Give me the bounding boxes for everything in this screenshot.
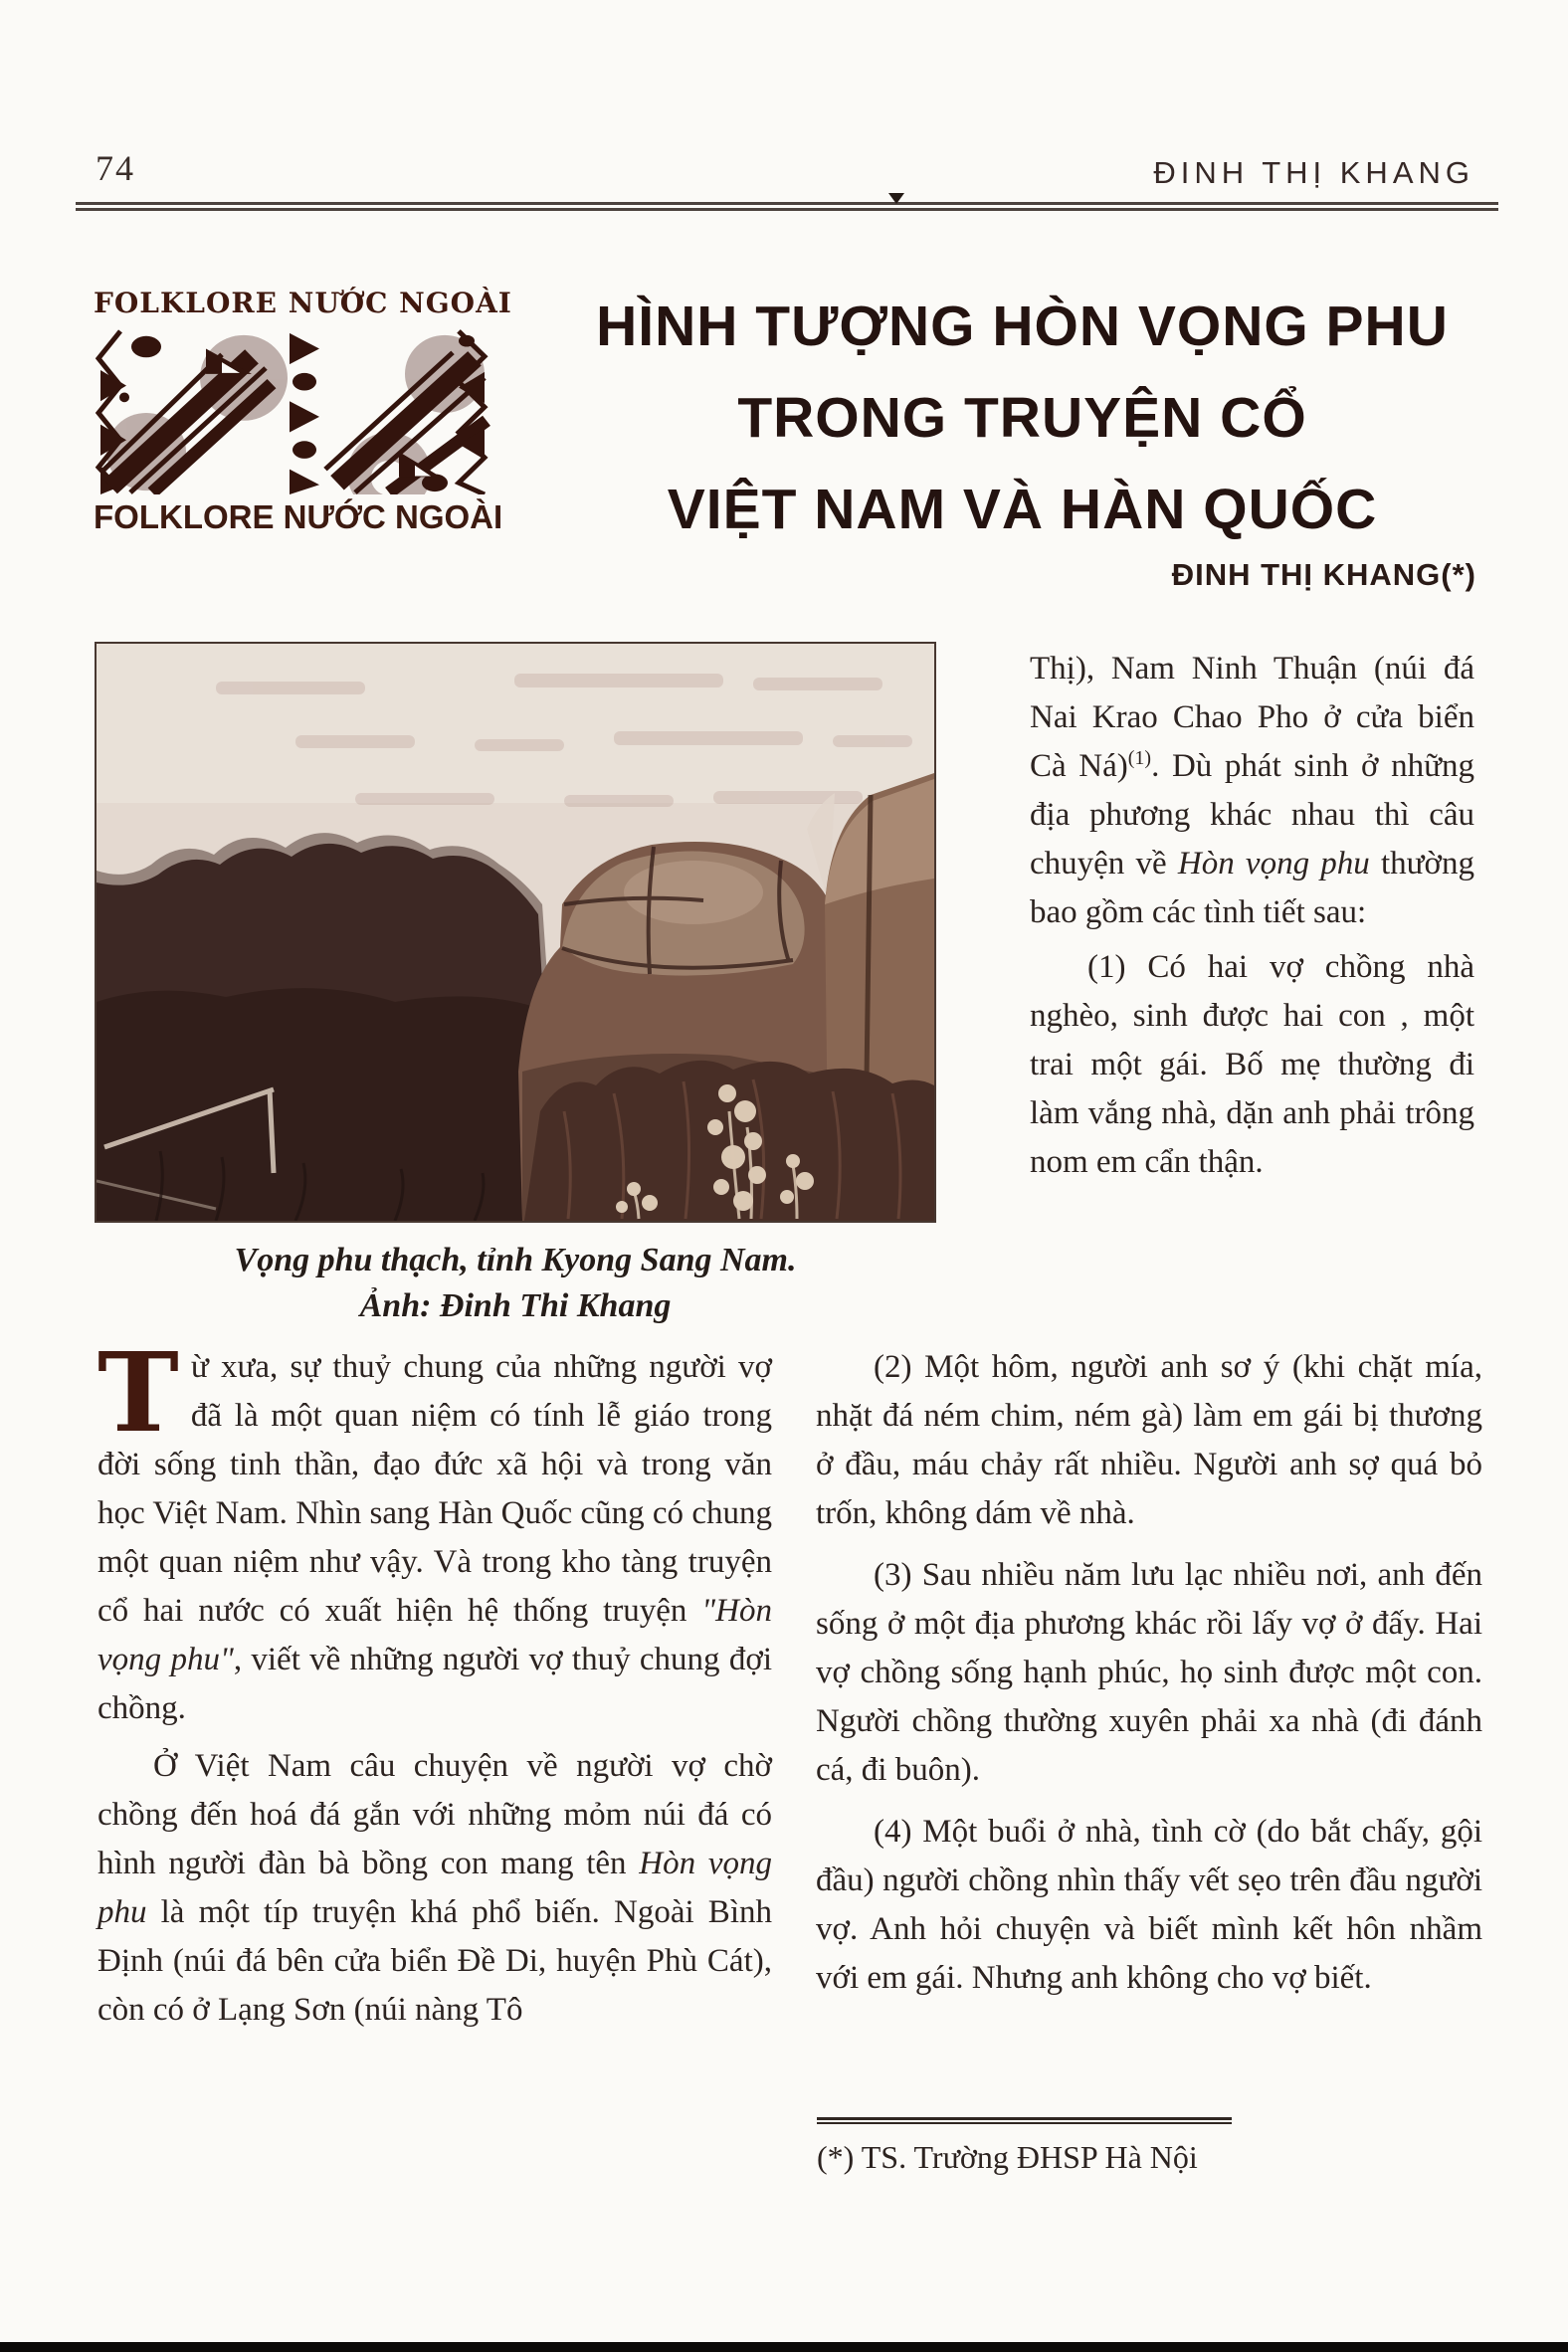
- article-title: [542, 281, 1502, 555]
- italic-run: Hòn vọng phu: [1177, 846, 1370, 882]
- text-run: ừ xưa, sự thuỷ chung của những người vợ đã là một quan niệm có tính lễ giáo trong đời sống tinh thần, đạo đức xã hội và trong văn học Việt Nam. Nhìn sang Hàn Quốc cũng có chung một quan niệm như vậy. Và trong kho tàng truyện cổ hai nước có xuất hiện hệ thống truyện: [98, 1349, 772, 1629]
- paragraph-plot-2: (2) Một hôm, người anh sơ ý (khi chặt mía, nhặt đá ném chim, ném gà) làm em gái bị thương ở đầu, máu chảy rất nhiều. Người anh sợ quá bỏ trốn, không dám về nhà.: [816, 1349, 1482, 1531]
- vong-phu-rock-photo: [97, 644, 934, 1221]
- header-rule-tick: [888, 193, 904, 204]
- page-number: 74: [96, 148, 135, 188]
- text-run: Ở Việt Nam câu chuyện về người vợ chờ chồng đến hoá đá gắn với những mỏm núi đá có hình người đàn bà bồng con mang tên: [98, 1748, 772, 1881]
- drop-cap: T: [98, 1328, 179, 1457]
- paragraph-intro: [1030, 645, 1474, 937]
- paragraph-opening: [98, 1328, 772, 1733]
- caption-line-1: Vọng phu thạch, tỉnh Kyong Sang Nam.: [234, 1242, 797, 1278]
- folklore-logo-top-text: FOLKLORE NƯỚC NGOÀI: [94, 287, 512, 319]
- figure-caption: [95, 1238, 936, 1329]
- paragraph-plot-3: (3) Sau nhiều năm lưu lạc nhiều nơi, anh đến sống ở một địa phương khác rồi lấy vợ ở đấy. Hai vợ chồng sống hạnh phúc, họ sinh được một con. Người chồng thường xuyên phải xa nhà (đi đánh cá, đi buôn).: [816, 1557, 1482, 1788]
- folklore-pattern-icon: [95, 327, 490, 494]
- figure-photo: [95, 642, 936, 1223]
- footnote-rule: [817, 2117, 1232, 2124]
- italic-run: "Hòn vọng phu": [98, 1593, 772, 1677]
- title-line-3: VIỆT NAM VÀ HÀN QUỐC: [667, 478, 1378, 541]
- column-left-body: [98, 1328, 772, 2035]
- text-run: Thị), Nam Ninh Thuận (núi đá Nai Krao Chao Pho ở cửa biển Cà Ná): [1030, 651, 1474, 784]
- folklore-logo: [94, 287, 512, 536]
- text-run: là một típ truyện khá phổ biến. Ngoài Bình Định (núi đá bên cửa biển Đề Di, huyện Phù Cát), còn có ở Lạng Sơn (núi nàng Tô: [98, 1894, 772, 2028]
- text-run: thường bao gồm các tình tiết sau:: [1030, 846, 1474, 930]
- title-line-2: TRONG TRUYỆN CỔ: [737, 386, 1307, 450]
- title-line-1: HÌNH TƯỢNG HÒN VỌNG PHU: [596, 294, 1449, 358]
- italic-run: Hòn vọng phu: [98, 1846, 772, 1930]
- text-run: , viết về những người vợ thuỷ chung đợi chồng.: [98, 1642, 772, 1726]
- text-run: . Dù phát sinh ở những địa phương khác nhau thì câu chuyện về: [1030, 748, 1474, 882]
- header-rule: [76, 202, 1498, 211]
- paragraph-plot-4: (4) Một buổi ở nhà, tình cờ (do bắt chấy, gội đầu) người chồng nhìn thấy vết sẹo trên đầu người vợ. Anh hỏi chuyện và biết mình kết hôn nhầm với em gái. Nhưng anh không cho vợ biết.: [816, 1814, 1482, 1996]
- footnote: (*) TS. Trường ĐHSP Hà Nội: [817, 2139, 1198, 2175]
- running-head: ĐINH THỊ KHANG: [1153, 155, 1474, 190]
- paragraph-vietnam: [98, 1742, 772, 2035]
- paragraph-plot-1: (1) Có hai vợ chồng nhà nghèo, sinh được hai con , một trai một gái. Bố mẹ thường đi làm vắng nhà, dặn anh phải trông nom em cẩn thận.: [1030, 949, 1474, 1180]
- footnote-ref: (1): [1127, 747, 1152, 769]
- caption-line-2: Ảnh: Đinh Thi Khang: [359, 1287, 672, 1324]
- column-right-body: [816, 1343, 1482, 2016]
- bottom-scan-edge: [0, 2342, 1568, 2352]
- folklore-logo-bottom-text: FOLKLORE NƯỚC NGOÀI: [94, 498, 503, 535]
- article-author: ĐINH THỊ KHANG(*): [1171, 557, 1476, 592]
- column-right-top: [1030, 645, 1474, 1187]
